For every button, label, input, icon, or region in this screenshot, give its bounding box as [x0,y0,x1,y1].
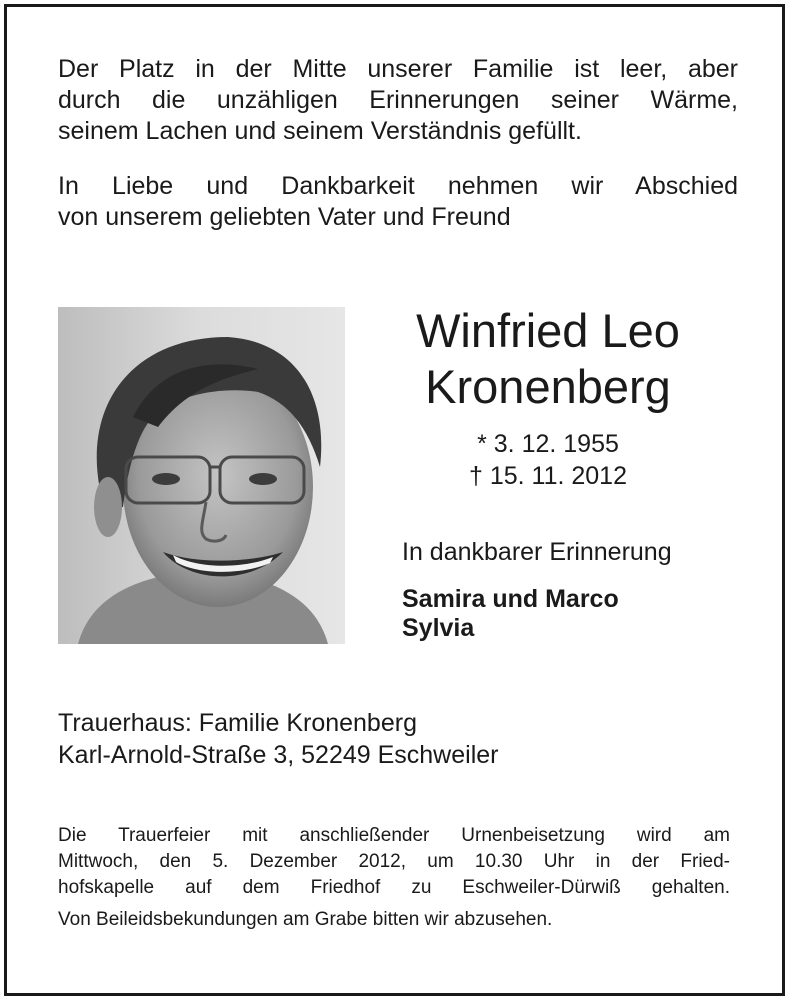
intro-text [58,54,738,233]
notice-line: hofskapelle auf dem Friedhof zu Eschweiler-Dürwiß gehalten. [58,877,730,898]
portrait-photo [58,307,345,644]
memorial-line: In dankbarer Erinnerung [402,538,672,566]
intro-line: Der Platz in der Mitte unserer Familie ist leer, aber [58,55,738,83]
deceased-name [372,303,724,415]
signer-name: Sylvia [402,614,475,642]
notice-line: Mittwoch, den 5. Dezember 2012, um 10.30 Uhr in der Fried- [58,851,730,872]
notice-line: Die Trauerfeier mit anschließender Urnenbeisetzung wird am [58,825,730,846]
mourning-house-line: Trauerhaus: Familie Kronenberg [58,709,417,737]
intro-paragraph-2 [58,171,738,233]
death-date: † 15. 11. 2012 [468,462,627,490]
intro-paragraph-1 [58,54,738,147]
deceased-first-names: Winfried Leo [416,304,680,357]
signer-name: Samira und Marco [402,585,619,613]
birth-date: * 3. 12. 1955 [477,430,619,458]
portrait-image [58,307,345,644]
signers [402,585,619,643]
deceased-surname: Kronenberg [425,360,671,413]
mourning-house-line: Karl-Arnold-Straße 3, 52249 Eschweiler [58,741,499,769]
condolence-notice: Von Beileidsbekundungen am Grabe bitten wir abzusehen. [58,909,553,930]
intro-line: seinem Lachen und seinem Verständnis gefüllt. [58,117,582,145]
intro-line: durch die unzähligen Erinnerungen seiner Wärme, [58,86,738,114]
mourning-house-address [58,707,498,771]
funeral-notice [58,823,730,933]
intro-line: von unserem geliebten Vater und Freund [58,203,511,231]
intro-line: In Liebe und Dankbarkeit nehmen wir Abschied [58,172,738,200]
funeral-notice-text [58,823,730,901]
life-dates [372,428,724,492]
